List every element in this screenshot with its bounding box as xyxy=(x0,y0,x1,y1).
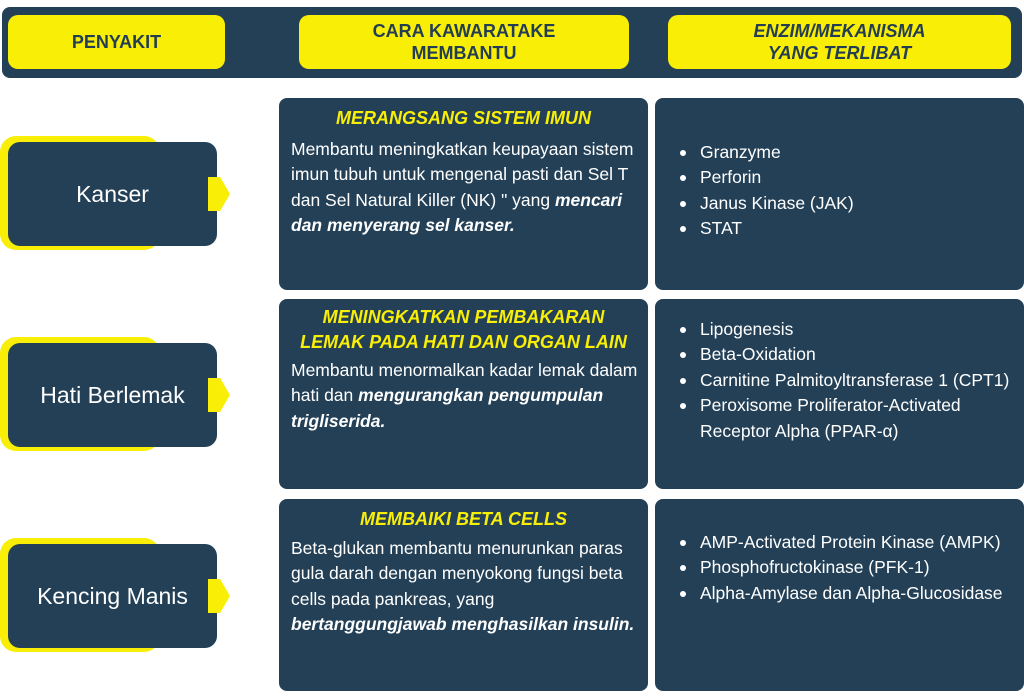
mechanism-item: Perforin xyxy=(655,165,1024,190)
benefit-title xyxy=(279,305,648,355)
mechanism-item: Janus Kinase (JAK) xyxy=(655,191,1024,216)
disease-kanser xyxy=(0,136,240,256)
mechanism-card-kanser xyxy=(655,98,1024,290)
benefit-body-emphasis: mengurangkan pengumpulan trigliserida. xyxy=(291,385,604,431)
benefit-body xyxy=(279,137,648,239)
header-cara-line1: CARA KAWARATAKE xyxy=(372,21,556,41)
benefit-title-line: MEMBAIKI BETA CELLS xyxy=(360,509,567,529)
mechanism-item: Beta-Oxidation xyxy=(655,342,1024,367)
benefit-card-kanser xyxy=(279,98,648,290)
mechanism-item: Phosphofructokinase (PFK-1) xyxy=(655,555,1024,580)
benefit-body xyxy=(279,358,648,434)
benefit-body-emphasis: mencari dan menyerang sel kanser. xyxy=(291,189,623,236)
mechanism-item: Peroxisome Proliferator-Activated Receptor Alpha (PPAR-α) xyxy=(655,393,1024,444)
arrow-icon xyxy=(208,579,230,613)
header-enzim-line2: YANG TERLIBAT xyxy=(767,43,912,63)
header-cara-line2: MEMBANTU xyxy=(411,43,517,63)
mechanism-item: Lipogenesis xyxy=(655,317,1024,342)
disease-label: Hati Berlemak xyxy=(40,381,185,408)
benefit-card-hati-berlemak xyxy=(279,299,648,489)
arrow-icon xyxy=(208,177,230,211)
header-penyakit xyxy=(8,15,225,69)
benefit-title xyxy=(279,106,648,131)
benefit-body-emphasis: bertanggungjawab menghasilkan insulin. xyxy=(291,614,635,635)
disease-kencing-manis xyxy=(0,538,240,658)
arrow-icon xyxy=(208,378,230,412)
mechanism-item: Granzyme xyxy=(655,140,1024,165)
disease-label: Kencing Manis xyxy=(37,582,188,609)
benefit-title-line: MENINGKATKAN PEMBAKARAN xyxy=(322,307,605,327)
benefit-card-kencing-manis xyxy=(279,499,648,691)
mechanism-item: STAT xyxy=(655,216,1024,241)
disease-label-box xyxy=(8,544,217,648)
benefit-title xyxy=(279,507,648,532)
benefit-body xyxy=(279,536,648,638)
benefit-body-text: Beta-glukan membantu menurunkan paras gula darah dengan menyokong fungsi beta cells pada pankreas, yang xyxy=(291,538,623,609)
benefit-body-text: Membantu meningkatkan keupayaan sistem imun tubuh untuk mengenal pasti dan Sel T dan Sel Natural Killer (NK) " yang xyxy=(291,139,634,210)
disease-label-box xyxy=(8,142,217,246)
mechanism-card-kencing-manis xyxy=(655,499,1024,691)
mechanism-item: AMP-Activated Protein Kinase (AMPK) xyxy=(655,530,1024,555)
benefit-title-line: MERANGSANG SISTEM IMUN xyxy=(335,108,591,128)
mechanism-item: Carnitine Palmitoyltransferase 1 (CPT1) xyxy=(655,368,1024,393)
disease-label-box xyxy=(8,343,217,447)
mechanism-list xyxy=(655,530,1024,606)
header-enzim-line1: ENZIM/MEKANISMA xyxy=(753,21,926,41)
mechanism-item: Alpha-Amylase dan Alpha-Glucosidase xyxy=(655,581,1024,606)
benefit-body-text: Membantu menormalkan kadar lemak dalam hati dan xyxy=(291,360,638,406)
mechanism-list xyxy=(655,140,1024,242)
header-enzim xyxy=(668,15,1011,69)
mechanism-list xyxy=(655,317,1024,444)
disease-label: Kanser xyxy=(76,180,149,207)
benefit-title-line: LEMAK PADA HATI DAN ORGAN LAIN xyxy=(300,332,627,352)
header-penyakit-label: PENYAKIT xyxy=(71,32,162,52)
disease-hati-berlemak xyxy=(0,337,240,457)
mechanism-card-hati-berlemak xyxy=(655,299,1024,489)
header-band xyxy=(2,7,1022,78)
header-cara-membantu xyxy=(299,15,629,69)
